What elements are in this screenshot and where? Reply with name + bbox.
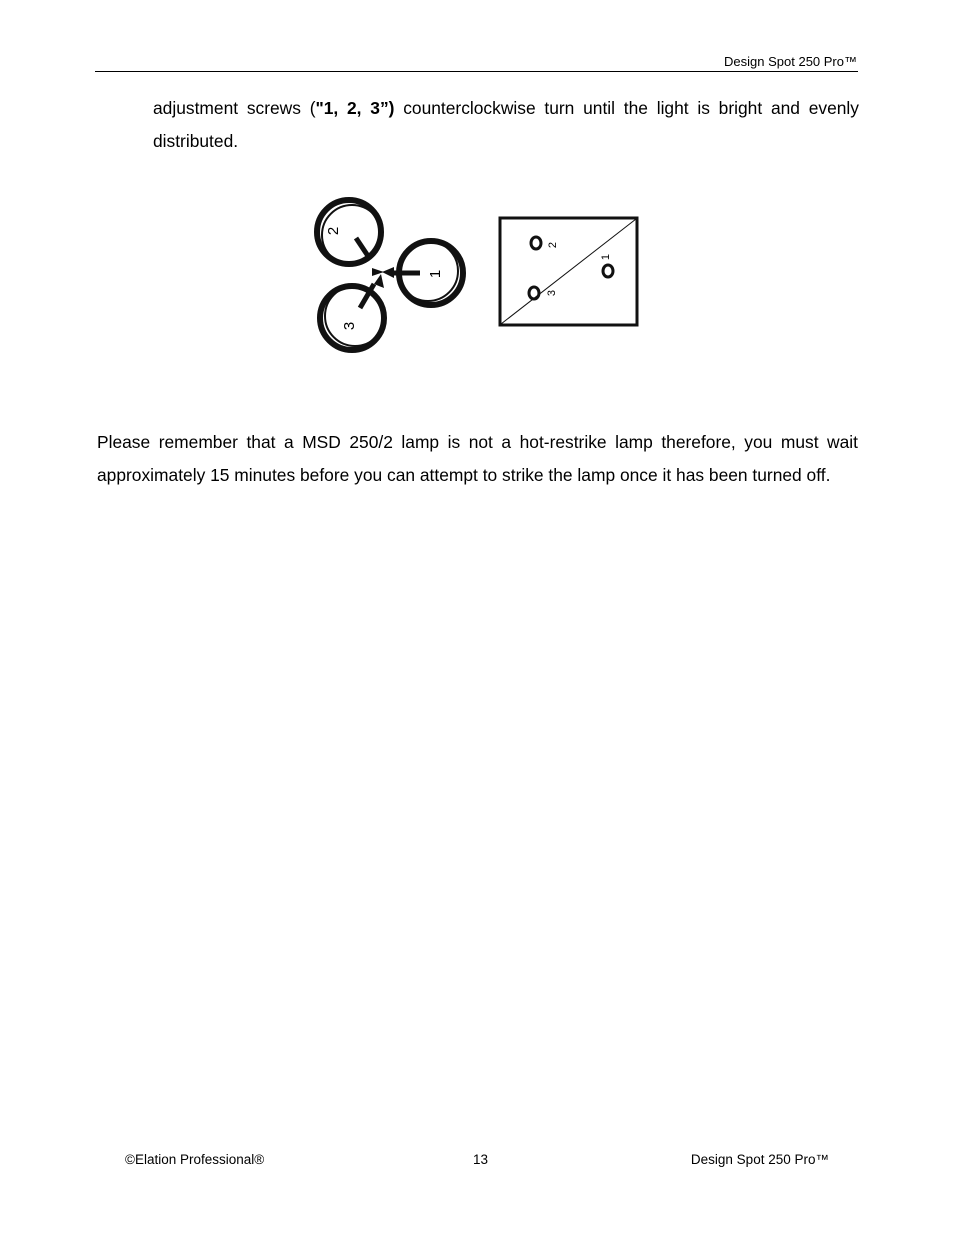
panel-label-3: 3	[546, 289, 558, 297]
panel-label-1: 1	[600, 253, 612, 261]
screw-numbers-bold: "1, 2, 3”)	[315, 98, 395, 118]
panel-screw-2	[531, 237, 541, 249]
footer-page-number: 13	[473, 1152, 489, 1167]
knob-1	[394, 241, 463, 305]
panel-screw-1	[603, 265, 613, 277]
center-arrow-right	[382, 267, 394, 278]
knob-2-label: 2	[325, 226, 342, 236]
screw-panel	[500, 218, 637, 325]
knob-1-label: 1	[427, 269, 444, 279]
restrike-warning-paragraph: Please remember that a MSD 250/2 lamp is not a hot-restrike lamp therefore, you must wait approximately 15 minutes before you can attempt to strike the lamp once it has been turned off.	[97, 432, 858, 485]
footer-copyright: ©Elation Professional®	[125, 1152, 265, 1167]
adjustment-screws-figure	[310, 190, 650, 360]
knob-2	[317, 200, 382, 265]
header-rule	[95, 71, 858, 72]
panel-label-2: 2	[547, 241, 559, 249]
knob-2-pointer	[356, 238, 368, 256]
adjustment-text-start: adjustment screws (	[153, 98, 316, 118]
adjustment-paragraph	[153, 92, 859, 157]
knob-3	[320, 284, 385, 350]
panel-screw-3	[529, 287, 539, 299]
footer-product-name: Design Spot 250 Pro™	[690, 1152, 829, 1167]
knob-3-ring-outer	[320, 286, 384, 350]
screw-panel-diagonal	[501, 219, 636, 324]
adjustment-text-end: counterclockwise turn until the light is bright and evenly distributed.	[153, 98, 859, 151]
page-header-title: Design Spot 250 Pro™	[724, 54, 857, 69]
knob-3-ring-inner	[325, 286, 385, 346]
knob-3-label: 3	[341, 321, 358, 331]
